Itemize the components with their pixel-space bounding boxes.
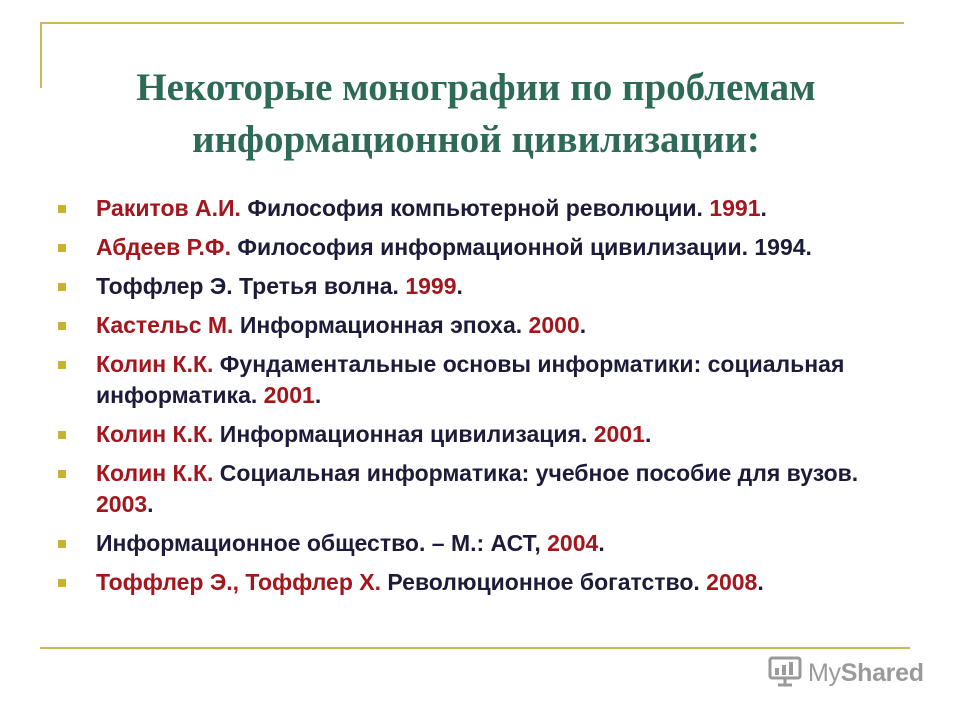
item-tail: .	[147, 491, 154, 517]
item-tail: .	[579, 312, 587, 338]
item-text: Информационное общество. – М.: АСТ,	[96, 530, 548, 556]
watermark-suffix: Shared	[840, 658, 924, 687]
list-item	[58, 232, 908, 263]
square-bullet-icon	[58, 283, 66, 291]
square-bullet-icon	[58, 470, 66, 478]
item-year: 2001	[263, 382, 315, 408]
watermark-text	[808, 659, 924, 688]
watermark-logo	[768, 656, 924, 690]
item-author: Колин К.К.	[96, 460, 214, 486]
item-author: Колин К.К.	[96, 421, 214, 447]
square-bullet-icon	[58, 431, 66, 439]
item-tail: .	[644, 421, 652, 447]
list-item	[58, 271, 908, 302]
presentation-board-icon	[768, 655, 802, 692]
slide-title-line-2: информационной цивилизации:	[192, 118, 760, 162]
square-bullet-icon	[58, 322, 66, 330]
item-author: Ракитов А.И.	[96, 195, 241, 221]
item-year: 2003	[96, 491, 148, 517]
list-item	[58, 528, 908, 559]
item-author: Тоффлер Э., Тоффлер Х.	[96, 569, 381, 595]
square-bullet-icon	[58, 579, 66, 587]
item-year: 2004	[547, 530, 599, 556]
frame-top-line	[40, 22, 904, 24]
item-tail: .	[757, 569, 764, 595]
item-author: Абдеев Р.Ф.	[96, 234, 231, 260]
item-text: Философия компьютерной революции.	[240, 195, 710, 221]
item-year: 1999	[405, 273, 457, 299]
slide-title	[48, 62, 904, 166]
item-text: Фундаментальные основы информатики: социальная информатика.	[96, 351, 845, 408]
square-bullet-icon	[58, 205, 66, 213]
item-year: 2008	[706, 569, 758, 595]
monograph-list	[58, 193, 908, 606]
item-text: Информационная эпоха.	[233, 312, 529, 338]
slide-title-line-1: Некоторые монографии по проблемам	[136, 66, 816, 110]
item-tail: 1994.	[754, 234, 812, 260]
item-text: Социальная информатика: учебное пособие для вузов.	[213, 460, 859, 486]
item-tail: .	[760, 195, 767, 221]
square-bullet-icon	[58, 540, 66, 548]
square-bullet-icon	[58, 244, 66, 252]
list-item	[58, 310, 908, 341]
item-year: 1991	[709, 195, 761, 221]
item-tail: .	[314, 382, 322, 408]
item-year: 2001	[593, 421, 645, 447]
item-text: Информационная цивилизация.	[213, 421, 594, 447]
list-item	[58, 193, 908, 224]
item-author: Колин К.К.	[96, 351, 214, 377]
item-tail: .	[456, 273, 463, 299]
item-year: 2000	[528, 312, 580, 338]
square-bullet-icon	[58, 361, 66, 369]
list-item	[58, 458, 908, 520]
list-item	[58, 419, 908, 450]
item-author: Кастельс М.	[96, 312, 234, 338]
frame-bottom-line	[40, 647, 910, 649]
item-tail: .	[598, 530, 605, 556]
item-text: Тоффлер Э. Третья волна.	[96, 273, 406, 299]
item-text: Философия информационной цивилизации.	[230, 234, 755, 260]
frame-left-line	[40, 22, 42, 88]
list-item	[58, 349, 908, 411]
list-item	[58, 567, 908, 598]
watermark-prefix: My	[808, 658, 841, 687]
item-text: Революционное богатство.	[381, 569, 707, 595]
